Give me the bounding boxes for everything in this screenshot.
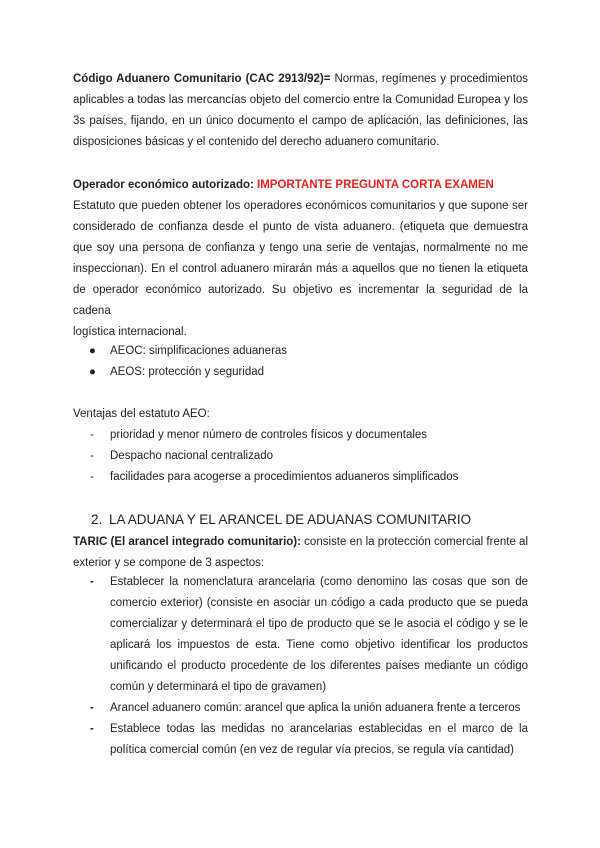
paragraph-oea — [73, 175, 528, 343]
bullet-marker: ● — [89, 345, 96, 357]
bullet-marker: ● — [89, 366, 96, 378]
dash-marker: - — [90, 702, 94, 714]
important-note: IMPORTANTE PREGUNTA CORTA EXAMEN — [257, 179, 494, 191]
taric-term: TARIC (El arancel integrado comunitario): — [73, 536, 301, 548]
paragraph-taric — [73, 532, 528, 574]
list-item: - facilidades para acogerse a procedimientos aduaneros simplificados — [73, 467, 528, 488]
list-item: - Establecer la nomenclatura arancelaria (como denomino las cosas que son de comercio exterior) (consiste en asociar un código a cada producto que se pueda comercializar y determinará el tipo de producto que se le asocia el código y se le aplicará los impuestos de esta. Tiene como objetivo identificar los productos unificando el producto procedente de los diferentes países mediante un código común y determinará el tipo de gravamen) — [73, 572, 528, 698]
dash-marker: - — [90, 576, 94, 588]
dash-marker: - — [90, 450, 94, 462]
oea-line: considerado de confianza desde el punto de vista aduanero. (etiqueta que demuestra — [73, 221, 528, 233]
cac-line-2: aplicables a todas las mercancías objeto del comercio entre la Comunidad Europea y los — [73, 94, 528, 106]
oea-heading-line — [73, 175, 528, 196]
oea-line: logística internacional. — [73, 326, 187, 338]
list-item: - Establece todas las medidas no arancelarias establecidas en el marco de la política comercial común (en vez de regular vía precios, se regula vía cantidad) — [73, 719, 528, 761]
oea-line: inspeccionan). En el control aduanero mirarán más a aquellos que no tienen la etiqueta — [73, 263, 528, 275]
oea-line: de operador económico autorizado. Su objetivo es incrementar la seguridad de la cadena — [73, 284, 528, 317]
cac-line-1: Código Aduanero Comunitario (CAC 2913/92)= Normas, regímenes y procedimientos — [73, 73, 528, 85]
cac-term: Código Aduanero Comunitario (CAC 2913/92)= — [73, 73, 331, 85]
taric-line-2: exterior y se compone de 3 aspectos: — [73, 557, 265, 569]
list-item: - Despacho nacional centralizado — [73, 446, 528, 467]
paragraph-cac — [73, 69, 528, 153]
advantages-list — [73, 425, 528, 488]
advantages-title: Ventajas del estatuto AEO: — [73, 408, 210, 420]
section-title: LA ADUANA Y EL ARANCEL DE ADUANAS COMUNITARIO — [109, 512, 472, 527]
list-item: ● AEOC: simplificaciones aduaneras — [73, 341, 528, 362]
dash-marker: - — [90, 471, 94, 483]
list-item: ● AEOS: protección y seguridad — [73, 362, 528, 383]
dash-marker: - — [90, 429, 94, 441]
section-heading — [91, 510, 471, 530]
dash-marker: - — [90, 723, 94, 735]
list-item: - prioridad y menor número de controles físicos y documentales — [73, 425, 528, 446]
cac-line-3: 3s países, fijando, en un único documento el campo de aplicación, las definiciones, las — [73, 115, 528, 127]
taric-aspects-list — [73, 572, 528, 761]
taric-line-1: TARIC (El arancel integrado comunitario): consiste en la protección comercial frente al — [73, 536, 528, 548]
list-item: - Arancel aduanero común: arancel que aplica la unión aduanera frente a terceros — [73, 698, 528, 719]
section-number: 2. — [91, 512, 103, 527]
oea-line: que soy una persona de confianza y tengo una serie de ventajas, normalmente no me — [73, 242, 528, 254]
oea-term: Operador económico autorizado: — [73, 179, 254, 191]
aeo-types-list — [73, 341, 528, 383]
cac-line-4: disposiciones básicas y el contenido del derecho aduanero comunitario. — [73, 136, 440, 148]
oea-line: Estatuto que pueden obtener los operadores económicos comunitarios y que supone ser — [73, 200, 528, 212]
